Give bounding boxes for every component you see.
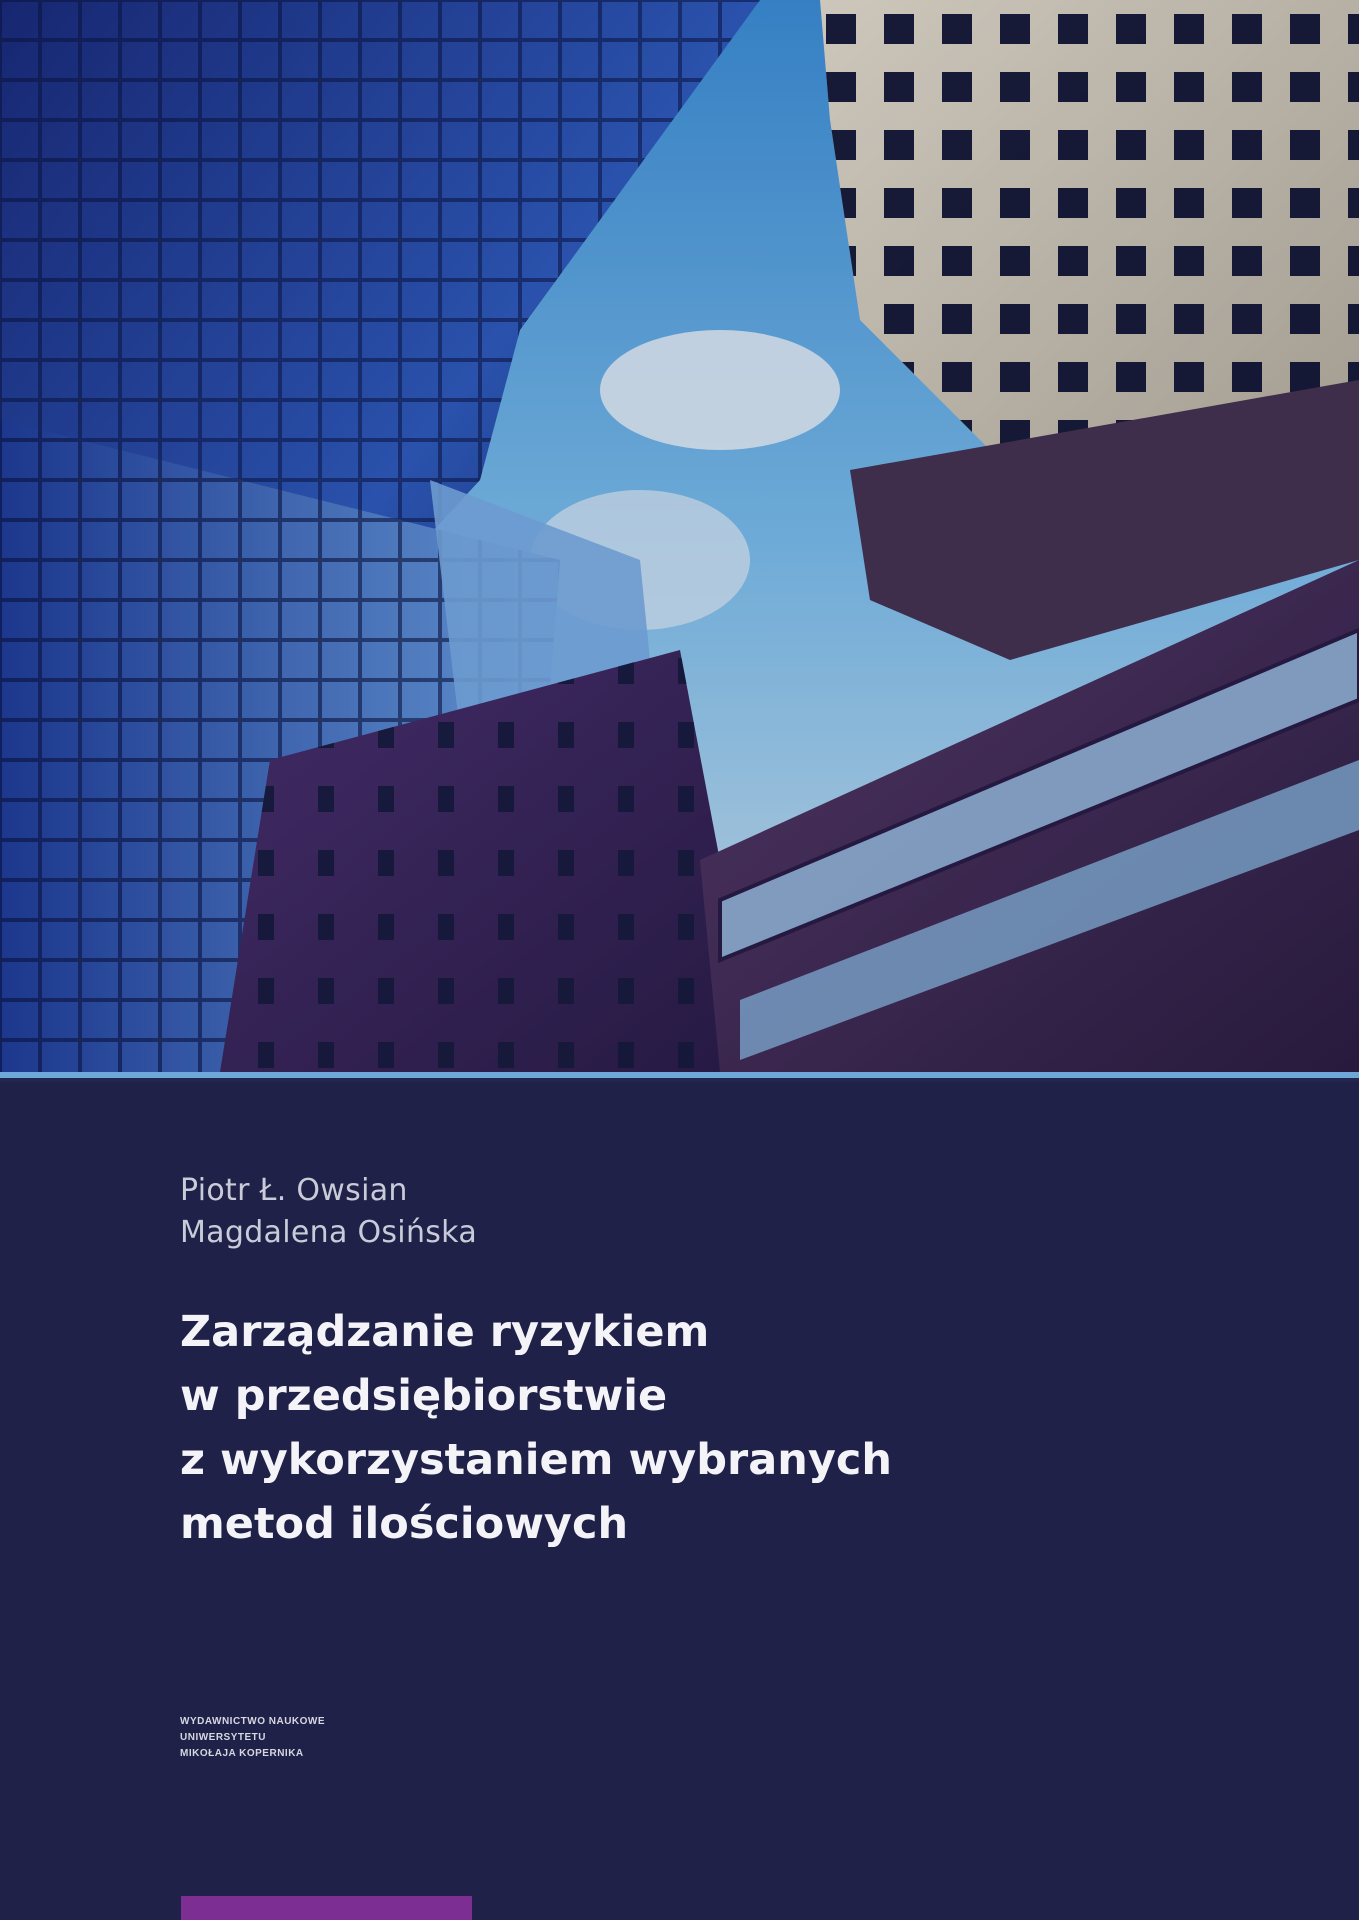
publisher-line: UNIWERSYTETU xyxy=(180,1732,266,1743)
title-line: metod ilościowych xyxy=(180,1499,629,1549)
publisher-imprint xyxy=(180,1714,325,1762)
author-name: Piotr Ł. Owsian xyxy=(180,1173,408,1208)
book-title xyxy=(180,1300,1280,1556)
publisher-line: WYDAWNICTWO NAUKOWE xyxy=(180,1716,326,1727)
title-line: z wykorzystaniem wybranych xyxy=(180,1435,892,1485)
title-line: w przedsiębiorstwie xyxy=(180,1371,668,1421)
author-name: Magdalena Osińska xyxy=(180,1215,478,1250)
author-list xyxy=(180,1170,477,1254)
accent-bar xyxy=(181,1896,472,1920)
publisher-line: MIKOŁAJA KOPERNIKA xyxy=(180,1748,304,1759)
title-line: Zarządzanie ryzykiem xyxy=(180,1307,710,1357)
